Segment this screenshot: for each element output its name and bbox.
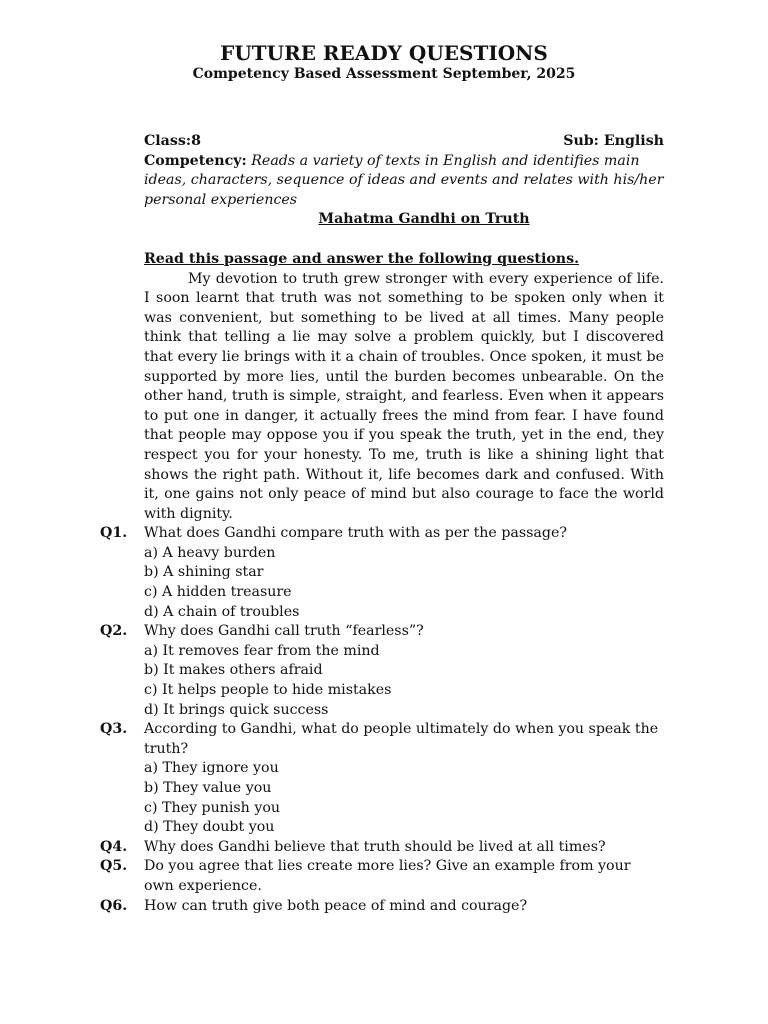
answer-option: d) A chain of troubles: [144, 603, 300, 620]
worksheet-body: [100, 132, 664, 916]
page-subtitle: Competency Based Assessment September, 2025: [192, 66, 576, 82]
question-item: [100, 720, 664, 838]
question-text: How can truth give both peace of mind and courage?: [144, 897, 528, 914]
answer-option: b) It makes others afraid: [144, 662, 323, 679]
question-item: [100, 622, 664, 720]
question-number: Q1.: [100, 525, 128, 542]
answer-option: c) It helps people to hide mistakes: [144, 682, 392, 699]
answer-option: a) It removes fear from the mind: [144, 642, 380, 659]
question-number: Q6.: [100, 897, 128, 914]
question-list: [100, 524, 664, 916]
question-item: [100, 838, 664, 858]
competency-statement: [144, 152, 664, 211]
question-number: Q2.: [100, 623, 128, 640]
class-label: Class:8: [144, 133, 201, 149]
competency-label: Competency:: [144, 152, 247, 169]
question-text: Why does Gandhi believe that truth should be lived at all times?: [144, 838, 606, 855]
reading-passage: My devotion to truth grew stronger with every experience of life. I soon learnt that truth was not something to be spoken only when it was convenient, but something to be lived at all times. Many people think that telling a lie may solve a problem quickly, but I discovered that every lie brings with it a chain of troubles. Once spoken, it must be supported by more lies, until the burden becomes unbearable. On the other hand, truth is simple, straight, and fearless. Even when it appears to put one in danger, it actually frees the mind from fear. I have found that people may oppose you if you speak the truth, yet in the end, they respect you for your honesty. To me, truth is like a shining light that shows the right path. Without it, life becomes dark and confused. With it, one gains not only peace of mind but also courage to face the world with dignity.: [144, 270, 664, 522]
answer-option: b) They value you: [144, 780, 272, 796]
question-text: Do you agree that lies create more lies? Give an example from your own experience.: [144, 858, 631, 894]
question-item: [100, 897, 664, 917]
answer-option: c) They punish you: [144, 799, 281, 816]
subject-label: Sub: English: [563, 133, 664, 149]
competency-text: Reads a variety of texts in English and identifies main ideas, characters, sequence of ideas and events and relates with his/her personal experiences: [144, 152, 664, 208]
question-number: Q5.: [100, 858, 128, 875]
question-number: Q4.: [100, 838, 128, 855]
chapter-title: Mahatma Gandhi on Truth: [318, 211, 530, 228]
question-item: [100, 857, 664, 896]
question-text: What does Gandhi compare truth with as per the passage?: [144, 525, 567, 542]
question-number: Q3.: [100, 721, 128, 738]
question-item: [100, 524, 664, 622]
class-subject-row: [144, 132, 664, 152]
instruction-text: Read this passage and answer the following questions.: [144, 250, 580, 267]
answer-option: c) A hidden treasure: [144, 584, 292, 601]
question-text: According to Gandhi, what do people ultimately do when you speak the truth?: [144, 721, 659, 757]
answer-option: a) They ignore you: [144, 760, 279, 777]
answer-option: a) A heavy burden: [144, 544, 276, 561]
page-title: FUTURE READY QUESTIONS: [220, 41, 548, 65]
answer-option: d) It brings quick success: [144, 701, 329, 718]
answer-option: b) A shining star: [144, 564, 264, 581]
question-text: Why does Gandhi call truth “fearless”?: [144, 623, 424, 640]
answer-option: d) They doubt you: [144, 819, 275, 836]
